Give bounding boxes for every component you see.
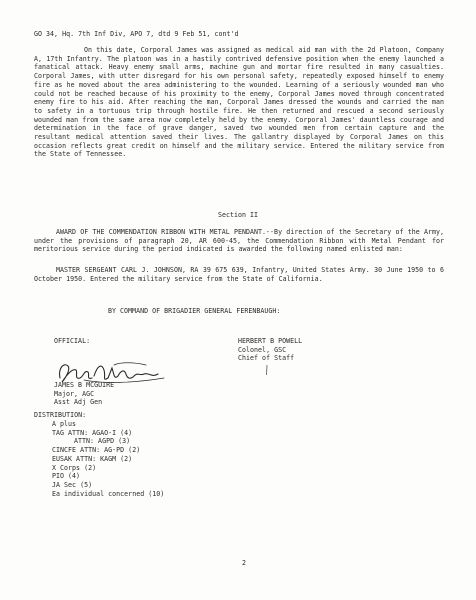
authentication-block — [54, 381, 114, 407]
distribution-item: EUSAK ATTN: KAGM (2) — [52, 454, 133, 463]
distribution-heading: DISTRIBUTION: — [34, 411, 87, 419]
pen-tick-mark — [264, 364, 270, 376]
citation-paragraph: On this date, Corporal James was assigned as medical aid man with the 2d Platoon, Company A, 17th Infantry. The platoon was in a hastily contrived defensive position when the enemy launched a fanatical attack. Heavy enemy small arms, machine gun and mortar fire resulted in many casualties. Corporal James, with utter disregard for his own personal safety, repeatedly exposed himself to enemy fire as he moved about the area administering to the wounded. Learning of a seriously wounded man who could not be reached because of his proximity to the enemy, Corporal James moved through concentrated enemy fire to his aid. After reaching the man, Corporal James dressed the wounds and carried the man to safety in a tortuous trip through hostile fire. He then returned and rescued a second seriously wounded man from the same area now completely held by the enemy. Corporal James' dauntless courage and determination in the face of grave danger, saved two wounded men from certain capture and the resultant medical attention saved their lives. The gallantry displayed by Corporal James on this occasion reflects great credit on himself and the military service. Entered the military service from the State of Tennessee. — [34, 46, 444, 159]
distribution-item: TAG ATTN: AGAO-I (4) — [52, 428, 133, 437]
distribution-item: X Corps (2) — [52, 463, 97, 472]
signer-rank: Colonel, GSC — [238, 345, 287, 354]
distribution-item: ATTN: AGPD (3) — [74, 437, 131, 446]
signer-name: HERBERT B POWELL — [238, 337, 303, 345]
authenticator-title: Asst Adj Gen — [54, 398, 103, 407]
page-number: 2 — [241, 559, 246, 567]
distribution-item: Ea individual concerned (10) — [52, 489, 165, 498]
official-label: OFFICIAL: — [54, 337, 91, 345]
command-line: BY COMMAND OF BRIGADIER GENERAL FERENBAUGH: — [108, 307, 281, 315]
signer-title: Chief of Staff — [238, 354, 295, 363]
signer-block — [238, 337, 302, 363]
authenticator-name: JAMES B MCGUIRE — [54, 381, 115, 389]
distribution-item: PIO (4) — [52, 472, 81, 481]
section-title: Section II — [217, 211, 259, 219]
recipient-paragraph: MASTER SERGEANT CARL J. JOHNSON, RA 39 675 639, Infantry, United States Army. 30 June 1950 to 6 October 1950. Entered the military service from the State of California. — [34, 266, 444, 283]
authenticator-rank: Major, AGC — [54, 389, 95, 398]
distribution-item: CINCFE ATTN: AG-PD (2) — [52, 446, 141, 455]
distribution-item: A plus — [52, 420, 77, 428]
distribution-item: JA Sec (5) — [52, 480, 93, 489]
order-header: GO 34, Hq. 7th Inf Div, APO 7, dtd 9 Feb 51, cont'd — [34, 30, 239, 38]
award-paragraph: AWARD OF THE COMMENDATION RIBBON WITH METAL PENDANT.--By direction of the Secretary of the Army, under the provisions of paragraph 20, AR 600-45, the Commendation Ribbon with Metal Pendant for meritorious service during the period indicated is awarded the following named enlisted man: — [34, 228, 444, 254]
distribution-list — [52, 420, 164, 498]
